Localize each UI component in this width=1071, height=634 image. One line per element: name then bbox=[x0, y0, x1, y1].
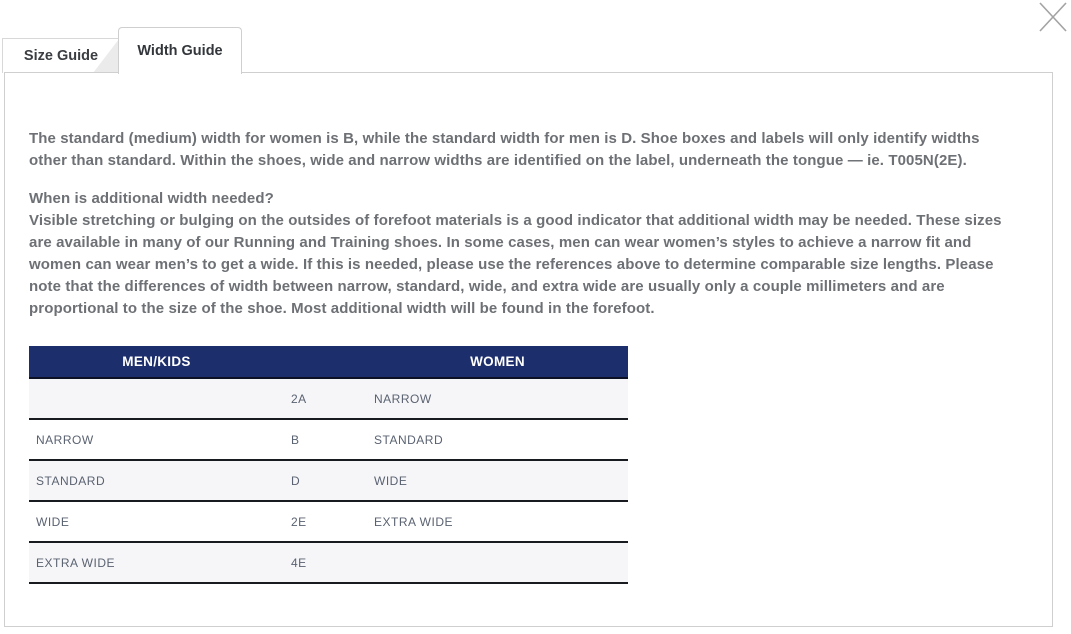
question-heading: When is additional width needed? bbox=[29, 190, 274, 207]
cell-women: NARROW bbox=[374, 391, 432, 406]
cell-women: STANDARD bbox=[374, 432, 444, 447]
cell-women: WIDE bbox=[374, 473, 408, 488]
close-button[interactable] bbox=[1035, 1, 1069, 33]
cell-men-kids: WIDE bbox=[36, 514, 70, 529]
cell-women: EXTRA WIDE bbox=[374, 514, 454, 529]
cell-code: 2A bbox=[291, 391, 307, 406]
tab-size-guide[interactable] bbox=[2, 38, 119, 73]
header-men-kids: MEN/KIDS bbox=[29, 346, 284, 378]
table-header-row bbox=[29, 346, 628, 378]
table-row bbox=[29, 378, 628, 419]
tab-width-guide-label: Width Guide bbox=[137, 43, 223, 59]
cell-men-kids: EXTRA WIDE bbox=[36, 555, 116, 570]
cell-men-kids: NARROW bbox=[36, 432, 94, 447]
cell-men-kids: STANDARD bbox=[36, 473, 106, 488]
tab-size-guide-label: Size Guide bbox=[23, 48, 99, 64]
tab-width-guide[interactable] bbox=[118, 27, 242, 74]
header-code bbox=[284, 346, 367, 378]
explanation-paragraph: Visible stretching or bulging on the outsides of forefoot materials is a good indicator that additional width may be needed. These sizes are available in many of our Running and Training shoes. In some cases, men can wear women’s styles to achieve a narrow fit and women can wear men’s to get a wide. If this is needed, please use the references above to determine comparable size lengths. Please note that the differences of width between narrow, standard, wide, and extra wide are usually only a couple millimeters and are proportional to the size of the shoe. Most additional width will be found in the forefoot. bbox=[29, 212, 1002, 317]
cell-code: B bbox=[291, 432, 300, 447]
cell-code: 2E bbox=[291, 514, 307, 529]
width-comparison-table bbox=[29, 346, 628, 584]
close-icon bbox=[1035, 1, 1069, 33]
table-row bbox=[29, 501, 628, 542]
cell-code: 4E bbox=[291, 555, 307, 570]
panel-content bbox=[5, 73, 1052, 584]
intro-paragraph: The standard (medium) width for women is B, while the standard width for men is D. Shoe boxes and labels will only identify widths other than standard. Within the shoes, wide and narrow widths are identified on the label, underneath the tongue — ie. T005N(2E). bbox=[29, 130, 980, 169]
table-row bbox=[29, 542, 628, 583]
table-row bbox=[29, 419, 628, 460]
cell-men-kids bbox=[29, 378, 284, 419]
cell-code: D bbox=[291, 473, 301, 488]
table-row bbox=[29, 460, 628, 501]
cell-women bbox=[367, 542, 628, 583]
header-women: WOMEN bbox=[367, 346, 628, 378]
width-guide-panel bbox=[4, 72, 1053, 627]
